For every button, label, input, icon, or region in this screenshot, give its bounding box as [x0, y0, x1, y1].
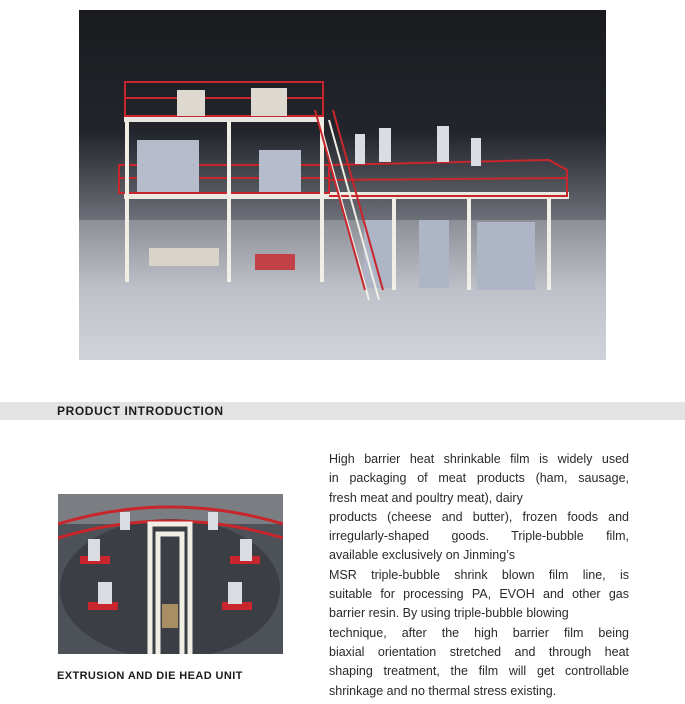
intro-line: fresh meat and poultry meat), dairy [329, 490, 523, 505]
intro-line: products (cheese and butter), frozen foods and [329, 509, 629, 524]
thumb-caption: EXTRUSION AND DIE HEAD UNIT [57, 670, 243, 682]
production-line-illustration [79, 10, 606, 360]
intro-line: barrier resin. By using triple-bubble blowing [329, 606, 569, 621]
intro-line: available exclusively on Jinming’s [329, 548, 515, 563]
intro-line: in packaging of meat products (ham, sausage, [329, 471, 629, 486]
intro-line: shaping treatment, the film will get controllable [329, 664, 629, 679]
intro-line: technique, after the high barrier film being [329, 625, 629, 640]
intro-line: MSR triple-bubble shrink blown film line, is [329, 567, 629, 582]
production-line-photo [79, 10, 606, 360]
intro-line: biaxial orientation stretched and through heat [329, 644, 629, 659]
intro-line: shrinkage and no thermal stress existing. [329, 683, 557, 698]
section-title: PRODUCT INTRODUCTION [57, 404, 224, 418]
product-introduction-text [329, 450, 629, 701]
intro-line: suitable for processing PA, EVOH and other gas [329, 587, 629, 602]
extrusion-die-head-illustration [58, 494, 283, 654]
intro-line: High barrier heat shrinkable film is widely used [329, 452, 629, 466]
intro-line: irregularly-shaped goods. Triple-bubble film, [329, 529, 629, 544]
extrusion-die-head-photo [58, 494, 283, 654]
